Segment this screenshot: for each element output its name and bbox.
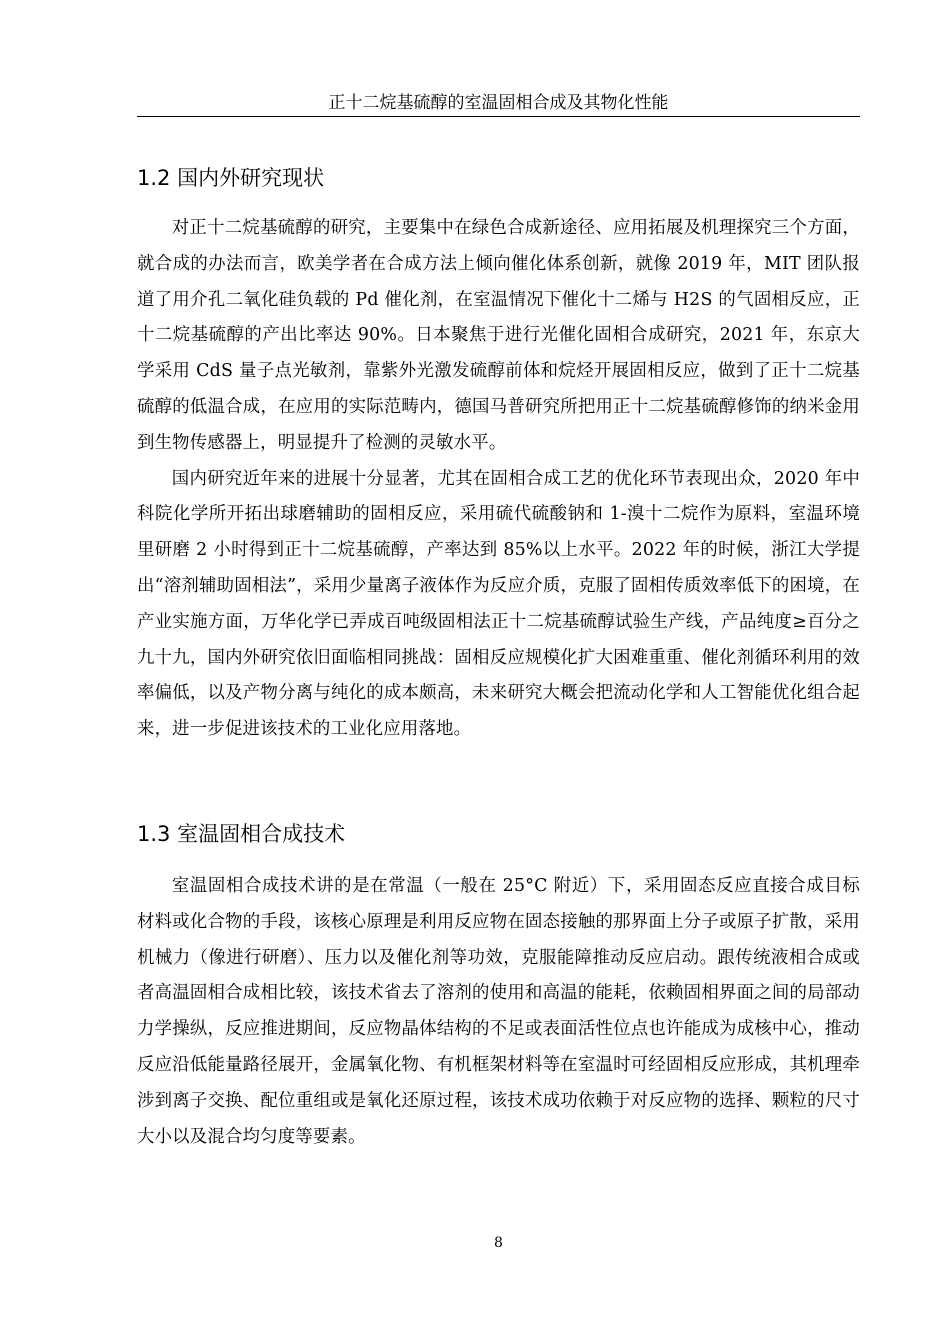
page-number: 8	[494, 1235, 503, 1251]
section-heading-1-2: 1.2 国内外研究现状	[137, 166, 325, 190]
section-body-1-2	[137, 211, 860, 748]
paragraph: 国内研究近年来的进展十分显著，尤其在固相合成工艺的优化环节表现出众，2020 年中科院化学所开拓出球磨辅助的固相反应，采用硫代硫酸钠和 1-溴十二烷作为原料，室温环境里研磨 2 小时得到正十二烷基硫醇，产率达到 85%以上水平。2022 年的时候，浙江大学提出“溶剂辅助固相法”，采用少量离子液体作为反应介质，克服了固相传质效率低下的困境，在产业实施方面，万华化学已弄成百吨级固相法正十二烷基硫醇试验生产线，产品纯度≥百分之九十九，国内外研究依旧面临相同挑战：固相反应规模化扩大困难重重、催化剂循环利用的效率偏低，以及产物分离与纯化的成本颇高，未来研究大概会把流动化学和人工智能优化组合起来，进一步促进该技术的工业化应用落地。	[137, 468, 860, 740]
running-header-title: 正十二烷基硫醇的室温固相合成及其物化性能	[328, 93, 669, 113]
section-body-1-3	[137, 869, 860, 1155]
paragraph: 对正十二烷基硫醇的研究，主要集中在绿色合成新途径、应用拓展及机理探究三个方面，就合成的办法而言，欧美学者在合成方法上倾向催化体系创新，就像 2019 年，MIT 团队报道了用介孔二氧化硅负载的 Pd 催化剂，在室温情况下催化十二烯与 H2S 的气固相反应，正十二烷基硫醇的产出比率达 90%。日本聚焦于进行光催化固相合成研究，2021 年，东京大学采用 CdS 量子点光敏剂，靠紫外光激发硫醇前体和烷烃开展固相反应，做到了正十二烷基硫醇的低温合成，在应用的实际范畴内，德国马普研究所把用正十二烷基硫醇修饰的纳米金用到生物传感器上，明显提升了检测的灵敏水平。	[137, 218, 860, 453]
paragraph: 室温固相合成技术讲的是在常温（一般在 25°C 附近）下，采用固态反应直接合成目标材料或化合物的手段，该核心原理是利用反应物在固态接触的那界面上分子或原子扩散，采用机械力（像进行研磨）、压力以及催化剂等功效，克服能障推动反应启动。跟传统液相合成或者高温固相合成相比较，该技术省去了溶剂的使用和高温的能耗，依赖固相界面之间的局部动力学操纵，反应推进期间，反应物晶体结构的不足或表面活性位点也许能成为成核中心，推动反应沿低能量路径展开，金属氧化物、有机框架材料等在室温时可经固相反应形成，其机理牵涉到离子交换、配位重组或是氧化还原过程，该技术成功依赖于对反应物的选择、颗粒的尺寸大小以及混合均匀度等要素。	[137, 876, 860, 1147]
section-heading-1-3: 1.3 室温固相合成技术	[137, 822, 346, 846]
header-rule	[137, 116, 860, 117]
